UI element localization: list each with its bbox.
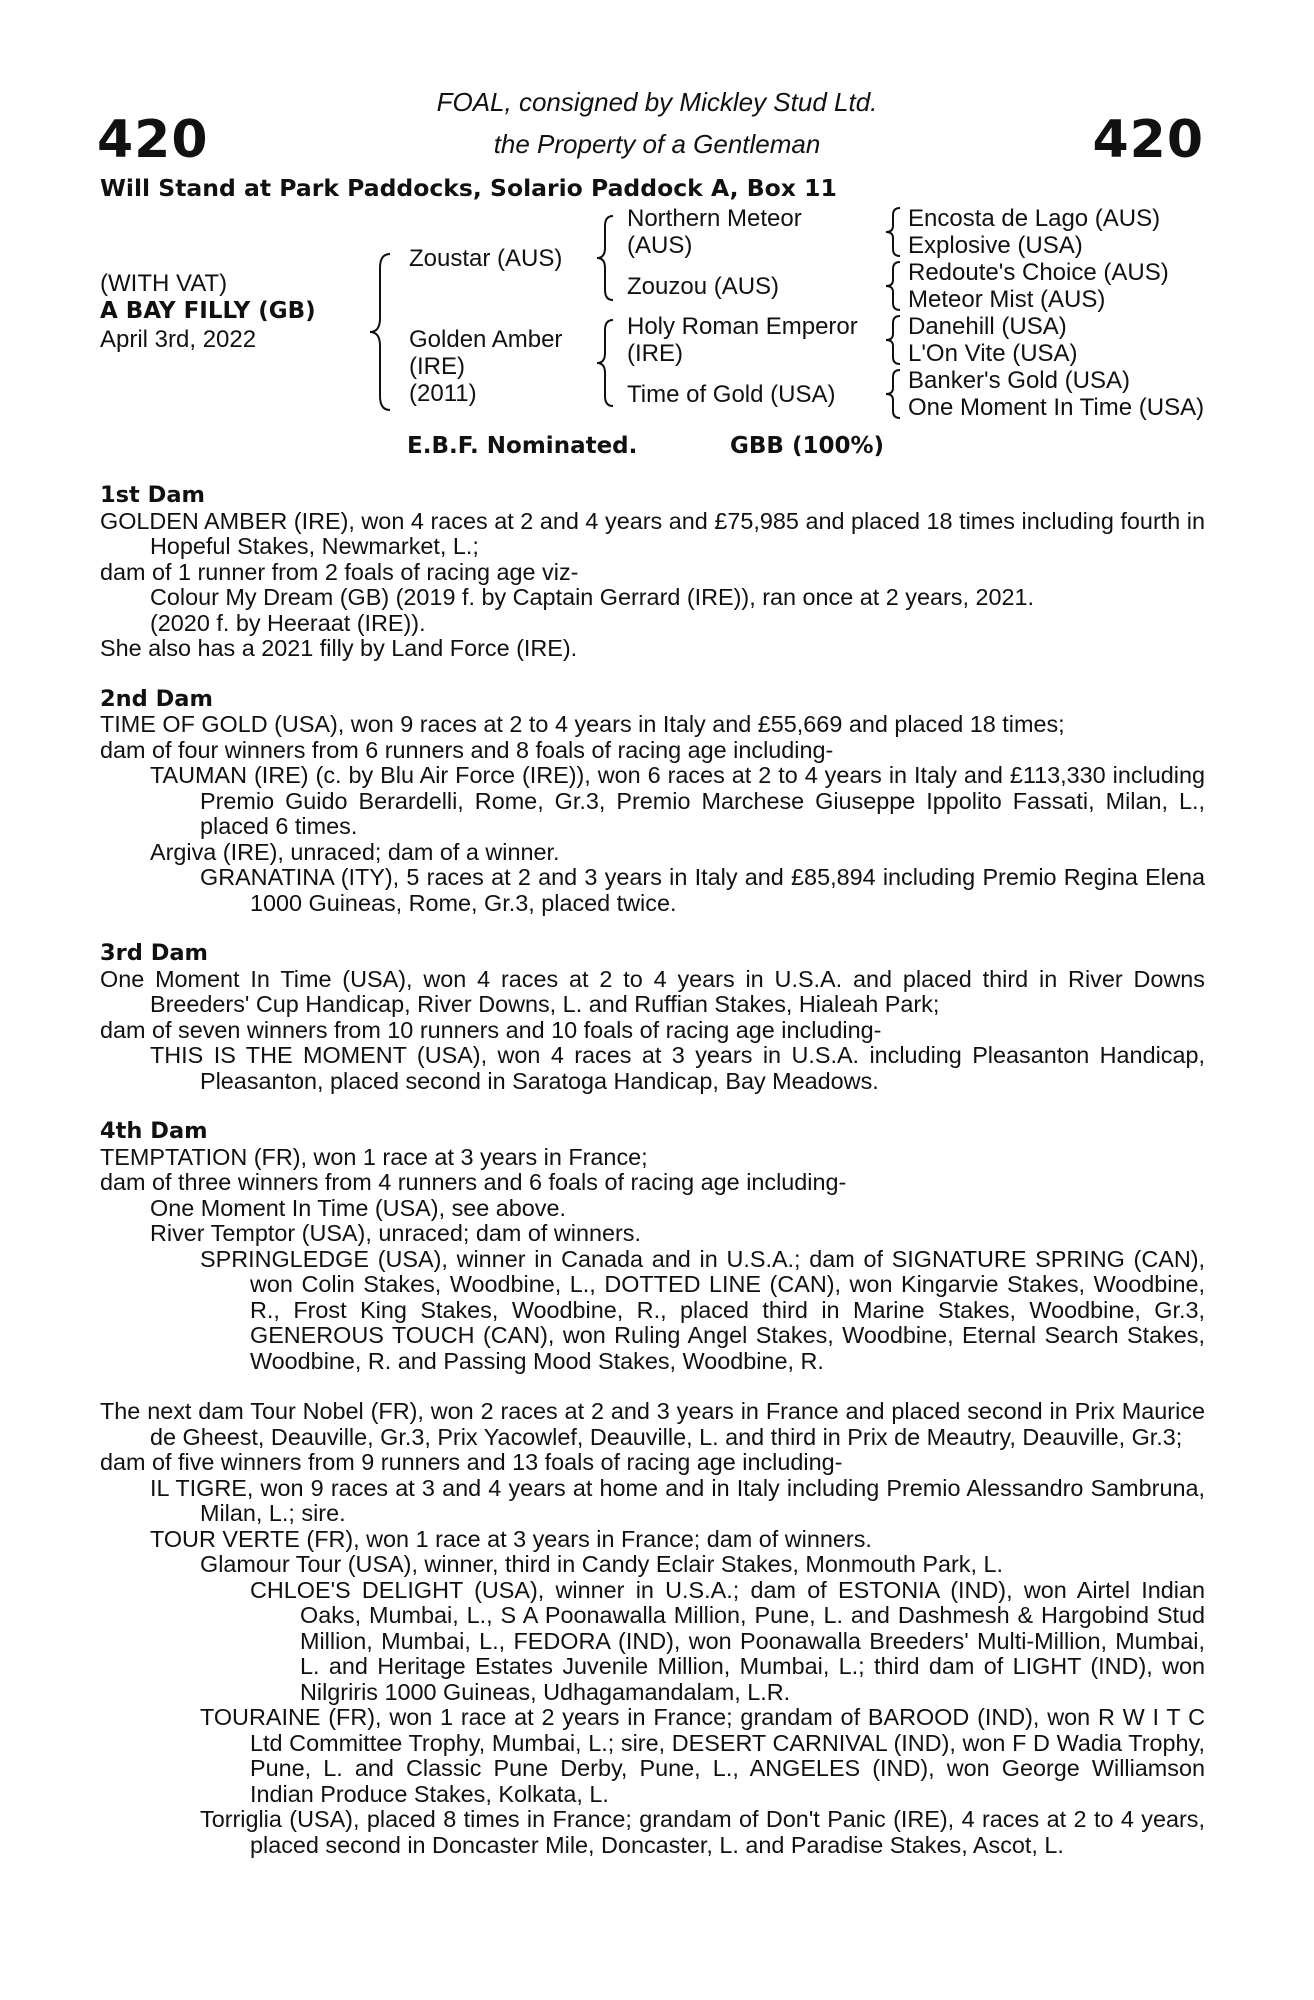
next-dam-produce-summary: dam of five winners from 9 runners and 13 foals of racing age including- bbox=[100, 1449, 843, 1475]
produce-entry: SPRINGLEDGE (USA), winner in Canada and in U.S.A.; dam of SIGNATURE SPRING (CAN), won Colin Stakes, Woodbine, L., DOTTED LINE (CAN), won Kingarvie Stakes, Woodbine, R., Frost King Stakes, Woodbine, R., placed third in Marine Stakes, Woodbine, Gr.3, GENEROUS TOUCH (CAN), won Ruling Angel Stakes, Woodbine, Eternal Search Stakes, Woodbine, R. and Passing Mood Stakes, Woodbine, R. bbox=[200, 1245, 1205, 1374]
produce-entry: River Temptor (USA), unraced; dam of winners. bbox=[150, 1220, 641, 1246]
produce-entry: (2020 f. by Heeraat (IRE)). bbox=[150, 609, 426, 636]
second-dam-record: TIME OF GOLD (USA), won 9 races at 2 to 4 years in Italy and £55,669 and placed 18 times; bbox=[100, 711, 1065, 737]
sire-sire-sire: Encosta de Lago (AUS) bbox=[908, 205, 1161, 232]
fourth-dam-produce-summary: dam of three winners from 4 runners and 6 foals of racing age including- bbox=[100, 1169, 847, 1195]
produce-entry: Argiva (IRE), unraced; dam of a winner. bbox=[150, 838, 560, 865]
section-heading: 2nd Dam bbox=[100, 685, 213, 712]
sire-dam-dam: Meteor Mist (AUS) bbox=[908, 286, 1106, 313]
section-heading: 3rd Dam bbox=[100, 940, 208, 966]
sire-sire-dam: Explosive (USA) bbox=[908, 232, 1083, 259]
produce-record bbox=[100, 483, 1205, 1858]
produce-entry: Colour My Dream (GB) (2019 f. by Captain Gerrard (IRE)), ran once at 2 years, 2021. bbox=[150, 584, 1034, 610]
main-brace-icon bbox=[368, 252, 396, 412]
dam-brace-icon bbox=[595, 318, 617, 408]
produce-entry: Glamour Tour (USA), winner, third in Candy Eclair Stakes, Monmouth Park, L. bbox=[200, 1551, 1003, 1577]
lot-number-left: 420 bbox=[97, 110, 209, 170]
produce-entry: One Moment In Time (USA), see above. bbox=[150, 1194, 567, 1221]
produce-entry: TAUMAN (IRE) (c. by Blu Air Force (IRE)), won 6 races at 2 to 4 years in Italy and £113,330 including Premio Guido Berardelli, Rome, Gr.3, Premio Marchese Giuseppe Ippolito Fassati, Milan, L., placed 6 times. bbox=[150, 762, 1205, 839]
produce-note: She also has a 2021 filly by Land Force (IRE). bbox=[100, 635, 578, 661]
second-dam-produce-summary: dam of four winners from 6 runners and 8 foals of racing age including- bbox=[100, 736, 834, 763]
property-line: the Property of a Gentleman bbox=[493, 129, 821, 159]
dam-sire-line-1: Holy Roman Emperor bbox=[627, 313, 858, 340]
brace-1-icon bbox=[883, 206, 903, 258]
dam-dam: Time of Gold (USA) bbox=[627, 381, 836, 408]
dam-line-2: (IRE) bbox=[409, 353, 465, 380]
stand-location: Will Stand at Park Paddocks, Solario Paddock A, Box 11 bbox=[100, 174, 837, 202]
dam-line-1: Golden Amber bbox=[409, 326, 563, 353]
sire: Zoustar (AUS) bbox=[409, 245, 563, 272]
lot-number-right: 420 bbox=[1092, 110, 1204, 170]
first-dam-record: GOLDEN AMBER (IRE), won 4 races at 2 and 4 years and £75,985 and placed 18 times including fourth in Hopeful Stakes, Newmarket, L.; bbox=[100, 507, 1205, 559]
dam-sire-sire: Danehill (USA) bbox=[908, 313, 1067, 340]
gbb-percentage: GBB (100%) bbox=[730, 433, 885, 459]
first-dam-produce-summary: dam of 1 runner from 2 foals of racing age viz- bbox=[100, 558, 579, 585]
dam-dam-dam: One Moment In Time (USA) bbox=[908, 394, 1205, 421]
produce-entry: TOUR VERTE (FR), won 1 race at 3 years in France; dam of winners. bbox=[150, 1525, 872, 1552]
third-dam-record: One Moment In Time (USA), won 4 races at 2 to 4 years in U.S.A. and placed third in River Downs Breeders' Cup Handicap, River Downs, L. and Ruffian Stakes, Hialeah Park; bbox=[100, 965, 1205, 1017]
vat-label: (WITH VAT) bbox=[100, 270, 228, 297]
dam-sire-dam: L'On Vite (USA) bbox=[908, 340, 1078, 367]
brace-2-icon bbox=[883, 260, 903, 312]
sire-sire-line-2: (AUS) bbox=[627, 232, 693, 259]
produce-entry: GRANATINA (ITY), 5 races at 2 and 3 years in Italy and £85,894 including Premio Regina Elena 1000 Guineas, Rome, Gr.3, placed twice. bbox=[200, 864, 1205, 916]
ebf-nomination: E.B.F. Nominated. bbox=[407, 433, 638, 459]
brace-3-icon bbox=[883, 314, 903, 366]
dam-line-3: (2011) bbox=[409, 380, 477, 407]
dam-sire-line-2: (IRE) bbox=[627, 340, 683, 367]
next-dam-record: The next dam Tour Nobel (FR), won 2 races at 2 and 3 years in France and placed second in Prix Maurice de Gheest, Deauville, Gr.3, Prix Yacowlef, Deauville, L. and third in Prix de Meautry, Deauville, Gr.3; bbox=[100, 1398, 1205, 1450]
lot-name: A BAY FILLY (GB) bbox=[100, 298, 316, 324]
dam-dam-sire: Banker's Gold (USA) bbox=[908, 367, 1130, 394]
produce-entry: Torriglia (USA), placed 8 times in France; grandam of Don't Panic (IRE), 4 races at 2 to 4 years, placed second in Doncaster Mile, Doncaster, L. and Paradise Stakes, Ascot, L. bbox=[200, 1806, 1205, 1858]
produce-entry: THIS IS THE MOMENT (USA), won 4 races at 3 years in U.S.A. including Pleasanton Handicap, Pleasanton, placed second in Saratoga Handicap, Bay Meadows. bbox=[150, 1042, 1205, 1094]
sire-sire-line-1: Northern Meteor bbox=[627, 205, 802, 232]
third-dam-produce-summary: dam of seven winners from 10 runners and 10 foals of racing age including- bbox=[100, 1016, 882, 1043]
consignor-line: FOAL, consigned by Mickley Stud Ltd. bbox=[436, 87, 878, 117]
produce-entry: CHLOE'S DELIGHT (USA), winner in U.S.A.; dam of ESTONIA (IND), won Airtel Indian Oaks, Mumbai, L., S A Poonawalla Million, Pune, L. and Dashmesh & Hargobind Stud Million, Mumbai, L., FEDORA (IND), won Poonawalla Breeders' Multi-Million, Mumbai, L. and Heritage Estates Juvenile Million, Mumbai, L.; third dam of LIGHT (IND), won Nilgriris 1000 Guineas, Udhagamandalam, L.R. bbox=[250, 1576, 1205, 1705]
foaling-date: April 3rd, 2022 bbox=[100, 326, 257, 353]
consignor-block bbox=[0, 82, 1314, 166]
sire-brace-icon bbox=[595, 214, 617, 302]
brace-4-icon bbox=[883, 368, 903, 420]
produce-entry: IL TIGRE, won 9 races at 3 and 4 years at home and in Italy including Premio Alessandro Sambruna, Milan, L.; sire. bbox=[150, 1474, 1205, 1526]
produce-entry: TOURAINE (FR), won 1 race at 2 years in France; grandam of BAROOD (IND), won R W I T C Ltd Committee Trophy, Mumbai, L.; sire, DESERT CARNIVAL (IND), won F D Wadia Trophy, Pune, L. and Classic Pune Derby, Pune, L., ANGELES (IND), won George Williamson Indian Produce Stakes, Kolkata, L. bbox=[200, 1704, 1205, 1807]
sire-dam: Zouzou (AUS) bbox=[627, 273, 780, 300]
sire-dam-sire: Redoute's Choice (AUS) bbox=[908, 259, 1169, 286]
section-heading: 1st Dam bbox=[100, 482, 205, 508]
section-heading: 4th Dam bbox=[100, 1118, 208, 1144]
fourth-dam-record: TEMPTATION (FR), won 1 race at 3 years in France; bbox=[100, 1143, 648, 1170]
